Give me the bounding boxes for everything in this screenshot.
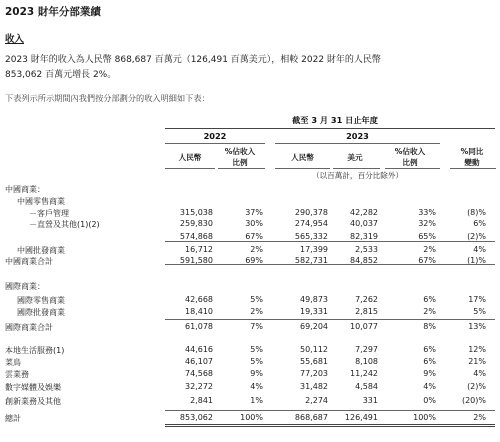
cell-usd-2023: 40,037 xyxy=(350,219,378,228)
cell-rmb-2023: 49,873 xyxy=(300,295,328,304)
grand-total-underline-2 xyxy=(165,426,495,427)
col-rule-pct-2022 xyxy=(218,168,265,169)
row-label: 中國批發商業 xyxy=(17,246,65,255)
cell-yoy: (2)% xyxy=(467,232,486,241)
col-rule-yoy xyxy=(450,168,496,169)
cell-pct-2023: 6% xyxy=(423,357,436,366)
cell-usd-2023: 42,282 xyxy=(350,208,378,217)
grand-total-underline-1 xyxy=(165,424,495,425)
cell-pct-2022: 2% xyxy=(250,307,263,316)
revenue-paragraph-line-2: 853,062 百萬元增長 2%。 xyxy=(5,70,117,80)
header-rule-top xyxy=(165,128,495,129)
row-label: 雲業務 xyxy=(5,370,29,379)
cell-pct-2022: 9% xyxy=(250,369,263,378)
cell-pct-2022: 1% xyxy=(250,396,263,405)
cell-usd-2023: 82,319 xyxy=(350,232,378,241)
cell-usd-2023: 331 xyxy=(362,396,378,405)
col-rule-rmb-2022 xyxy=(165,168,215,169)
table-row xyxy=(0,281,500,293)
cell-usd-2023: 4,584 xyxy=(355,382,378,391)
cell-rmb-2023: 19,331 xyxy=(300,307,328,316)
cell-yoy: 2% xyxy=(473,413,486,422)
cell-pct-2023: 2% xyxy=(423,245,436,254)
cell-yoy: (1)% xyxy=(467,256,486,265)
cell-usd-2023: 84,852 xyxy=(350,256,378,265)
cell-yoy: 4% xyxy=(473,369,486,378)
cell-rmb-2023: 55,681 xyxy=(300,357,328,366)
grand-total-rule xyxy=(165,410,495,411)
cell-pct-2022: 4% xyxy=(250,382,263,391)
cell-pct-2023: 8% xyxy=(423,322,436,331)
page-heading: 2023 財年分部業績 xyxy=(5,6,101,18)
cell-rmb-2023: 69,204 xyxy=(300,322,328,331)
cell-rmb-2022: 16,712 xyxy=(185,245,213,254)
period-header: 截至 3 月 31 日止年度 xyxy=(292,115,378,125)
cell-pct-2022: 37% xyxy=(245,208,263,217)
row-label: 總計 xyxy=(5,414,21,423)
table-row xyxy=(0,256,500,268)
row-label: 菜鳥 xyxy=(5,358,21,367)
row-label: 國際商業合計 xyxy=(5,323,53,332)
table-row xyxy=(0,382,500,394)
cell-rmb-2022: 591,580 xyxy=(179,256,213,265)
cell-usd-2023: 11,242 xyxy=(350,369,378,378)
row-label: －客戶管理 xyxy=(29,209,69,218)
cell-pct-2023: 0% xyxy=(423,396,436,405)
cell-rmb-2022: 853,062 xyxy=(179,413,213,422)
year-2023-header: 2023 xyxy=(346,131,369,141)
row-label: 國際批發商業 xyxy=(17,308,65,317)
cell-pct-2023: 9% xyxy=(423,369,436,378)
cell-pct-2023: 67% xyxy=(418,256,436,265)
cell-usd-2023: 8,108 xyxy=(355,357,378,366)
cell-usd-2023: 10,077 xyxy=(350,322,378,331)
col-header-rmb-2022: 人民幣 xyxy=(178,153,202,162)
col-rule-rmb-2023 xyxy=(275,168,330,169)
col-header-pct-2022: %佔收入 比例 xyxy=(224,147,256,167)
cell-rmb-2022: 44,616 xyxy=(185,345,213,354)
cell-rmb-2022: 32,272 xyxy=(185,382,213,391)
cell-rmb-2022: 259,830 xyxy=(179,219,213,228)
cell-pct-2023: 33% xyxy=(418,208,436,217)
cell-rmb-2023: 77,203 xyxy=(300,369,328,378)
cell-pct-2022: 30% xyxy=(245,219,263,228)
intl-total-rule xyxy=(165,319,495,320)
row-label: 本地生活服務(1) xyxy=(5,346,65,355)
row-label: －直營及其他(1)(2) xyxy=(29,220,100,229)
cell-pct-2023: 32% xyxy=(418,219,436,228)
cell-pct-2022: 5% xyxy=(250,345,263,354)
col-rule-pct-2023 xyxy=(385,168,440,169)
cell-yoy: (20)% xyxy=(461,396,486,405)
table-row xyxy=(0,307,500,319)
row-label: 國際商業： xyxy=(5,282,45,291)
table-row xyxy=(0,345,500,357)
cell-usd-2023: 2,815 xyxy=(355,307,378,316)
col-header-rmb-2023: 人民幣 xyxy=(291,153,314,162)
table-row xyxy=(0,295,500,307)
cell-usd-2023: 126,491 xyxy=(344,413,378,422)
cell-yoy: 12% xyxy=(468,345,486,354)
cell-rmb-2023: 868,687 xyxy=(294,413,328,422)
section-title: 收入 xyxy=(5,34,25,45)
row-label: 創新業務及其他 xyxy=(5,397,61,406)
cell-pct-2023: 6% xyxy=(423,295,436,304)
revenue-paragraph-line-1: 2023 財年的收入為人民幣 868,687 百萬元（126,491 百萬美元），相較 2022 財年的人民幣 xyxy=(5,55,381,65)
cell-pct-2023: 6% xyxy=(423,345,436,354)
cell-rmb-2023: 17,399 xyxy=(300,245,328,254)
cell-rmb-2023: 290,378 xyxy=(294,208,328,217)
cell-yoy: (2)% xyxy=(467,382,486,391)
cell-rmb-2022: 315,038 xyxy=(179,208,213,217)
table-row xyxy=(0,232,500,244)
cell-rmb-2023: 565,332 xyxy=(294,232,328,241)
cell-yoy: 6% xyxy=(473,219,486,228)
cell-yoy: 4% xyxy=(473,245,486,254)
table-intro: 下表列示所示期間內我們按分部劃分的收入明細如下表： xyxy=(5,93,210,103)
row-label: 數字媒體及娛樂 xyxy=(5,383,61,392)
table-row xyxy=(0,357,500,369)
cell-rmb-2022: 2,841 xyxy=(190,396,213,405)
row-label: 中國商業： xyxy=(5,185,45,194)
row-label: 中國商業合計 xyxy=(5,257,53,266)
cell-rmb-2023: 2,274 xyxy=(305,396,328,405)
cell-pct-2022: 5% xyxy=(250,295,263,304)
table-row xyxy=(0,196,500,208)
cell-rmb-2023: 50,112 xyxy=(300,345,328,354)
col-header-pct-2023: %佔收入 比例 xyxy=(394,147,426,167)
col-header-yoy: %同比 變動 xyxy=(460,147,484,167)
cell-pct-2023: 4% xyxy=(423,382,436,391)
year-2022-rule xyxy=(165,143,265,144)
cell-rmb-2022: 18,410 xyxy=(185,307,213,316)
cell-pct-2023: 100% xyxy=(413,413,436,422)
col-header-usd-2023: 美元 xyxy=(347,153,363,162)
cell-rmb-2022: 74,568 xyxy=(185,369,213,378)
table-row xyxy=(0,396,500,408)
cell-usd-2023: 7,262 xyxy=(355,295,378,304)
cell-pct-2022: 67% xyxy=(245,232,263,241)
table-row xyxy=(0,322,500,334)
cell-usd-2023: 7,297 xyxy=(355,345,378,354)
year-2022-header: 2022 xyxy=(203,131,227,141)
table-row xyxy=(0,369,500,381)
cell-rmb-2023: 31,482 xyxy=(300,382,328,391)
cell-yoy: 17% xyxy=(468,295,486,304)
row-label: 中國零售商業 xyxy=(17,197,65,206)
cell-pct-2022: 2% xyxy=(250,245,263,254)
cell-pct-2022: 7% xyxy=(250,322,263,331)
row-label: 國際零售商業 xyxy=(17,296,65,305)
cell-yoy: 21% xyxy=(468,357,486,366)
subtotal-rule xyxy=(165,241,495,242)
cell-pct-2022: 69% xyxy=(245,256,263,265)
table-row xyxy=(0,219,500,231)
cell-rmb-2023: 582,731 xyxy=(294,256,328,265)
cell-pct-2022: 5% xyxy=(250,357,263,366)
col-rule-usd-2023 xyxy=(333,168,380,169)
table-row xyxy=(0,184,500,196)
year-2023-rule xyxy=(275,143,440,144)
cell-yoy: 5% xyxy=(473,307,486,316)
cell-yoy: 13% xyxy=(468,322,486,331)
china-total-rule xyxy=(165,264,495,265)
cell-pct-2022: 100% xyxy=(240,413,263,422)
cell-pct-2023: 65% xyxy=(418,232,436,241)
unit-note: （以百萬計，百分比除外） xyxy=(311,171,404,180)
cell-yoy: (8)% xyxy=(467,208,486,217)
cell-rmb-2022: 46,107 xyxy=(185,357,213,366)
cell-rmb-2022: 61,078 xyxy=(185,322,213,331)
cell-rmb-2022: 574,868 xyxy=(179,232,213,241)
cell-usd-2023: 2,533 xyxy=(355,245,378,254)
cell-pct-2023: 2% xyxy=(423,307,436,316)
cell-rmb-2023: 274,954 xyxy=(294,219,328,228)
cell-rmb-2022: 42,668 xyxy=(185,295,213,304)
